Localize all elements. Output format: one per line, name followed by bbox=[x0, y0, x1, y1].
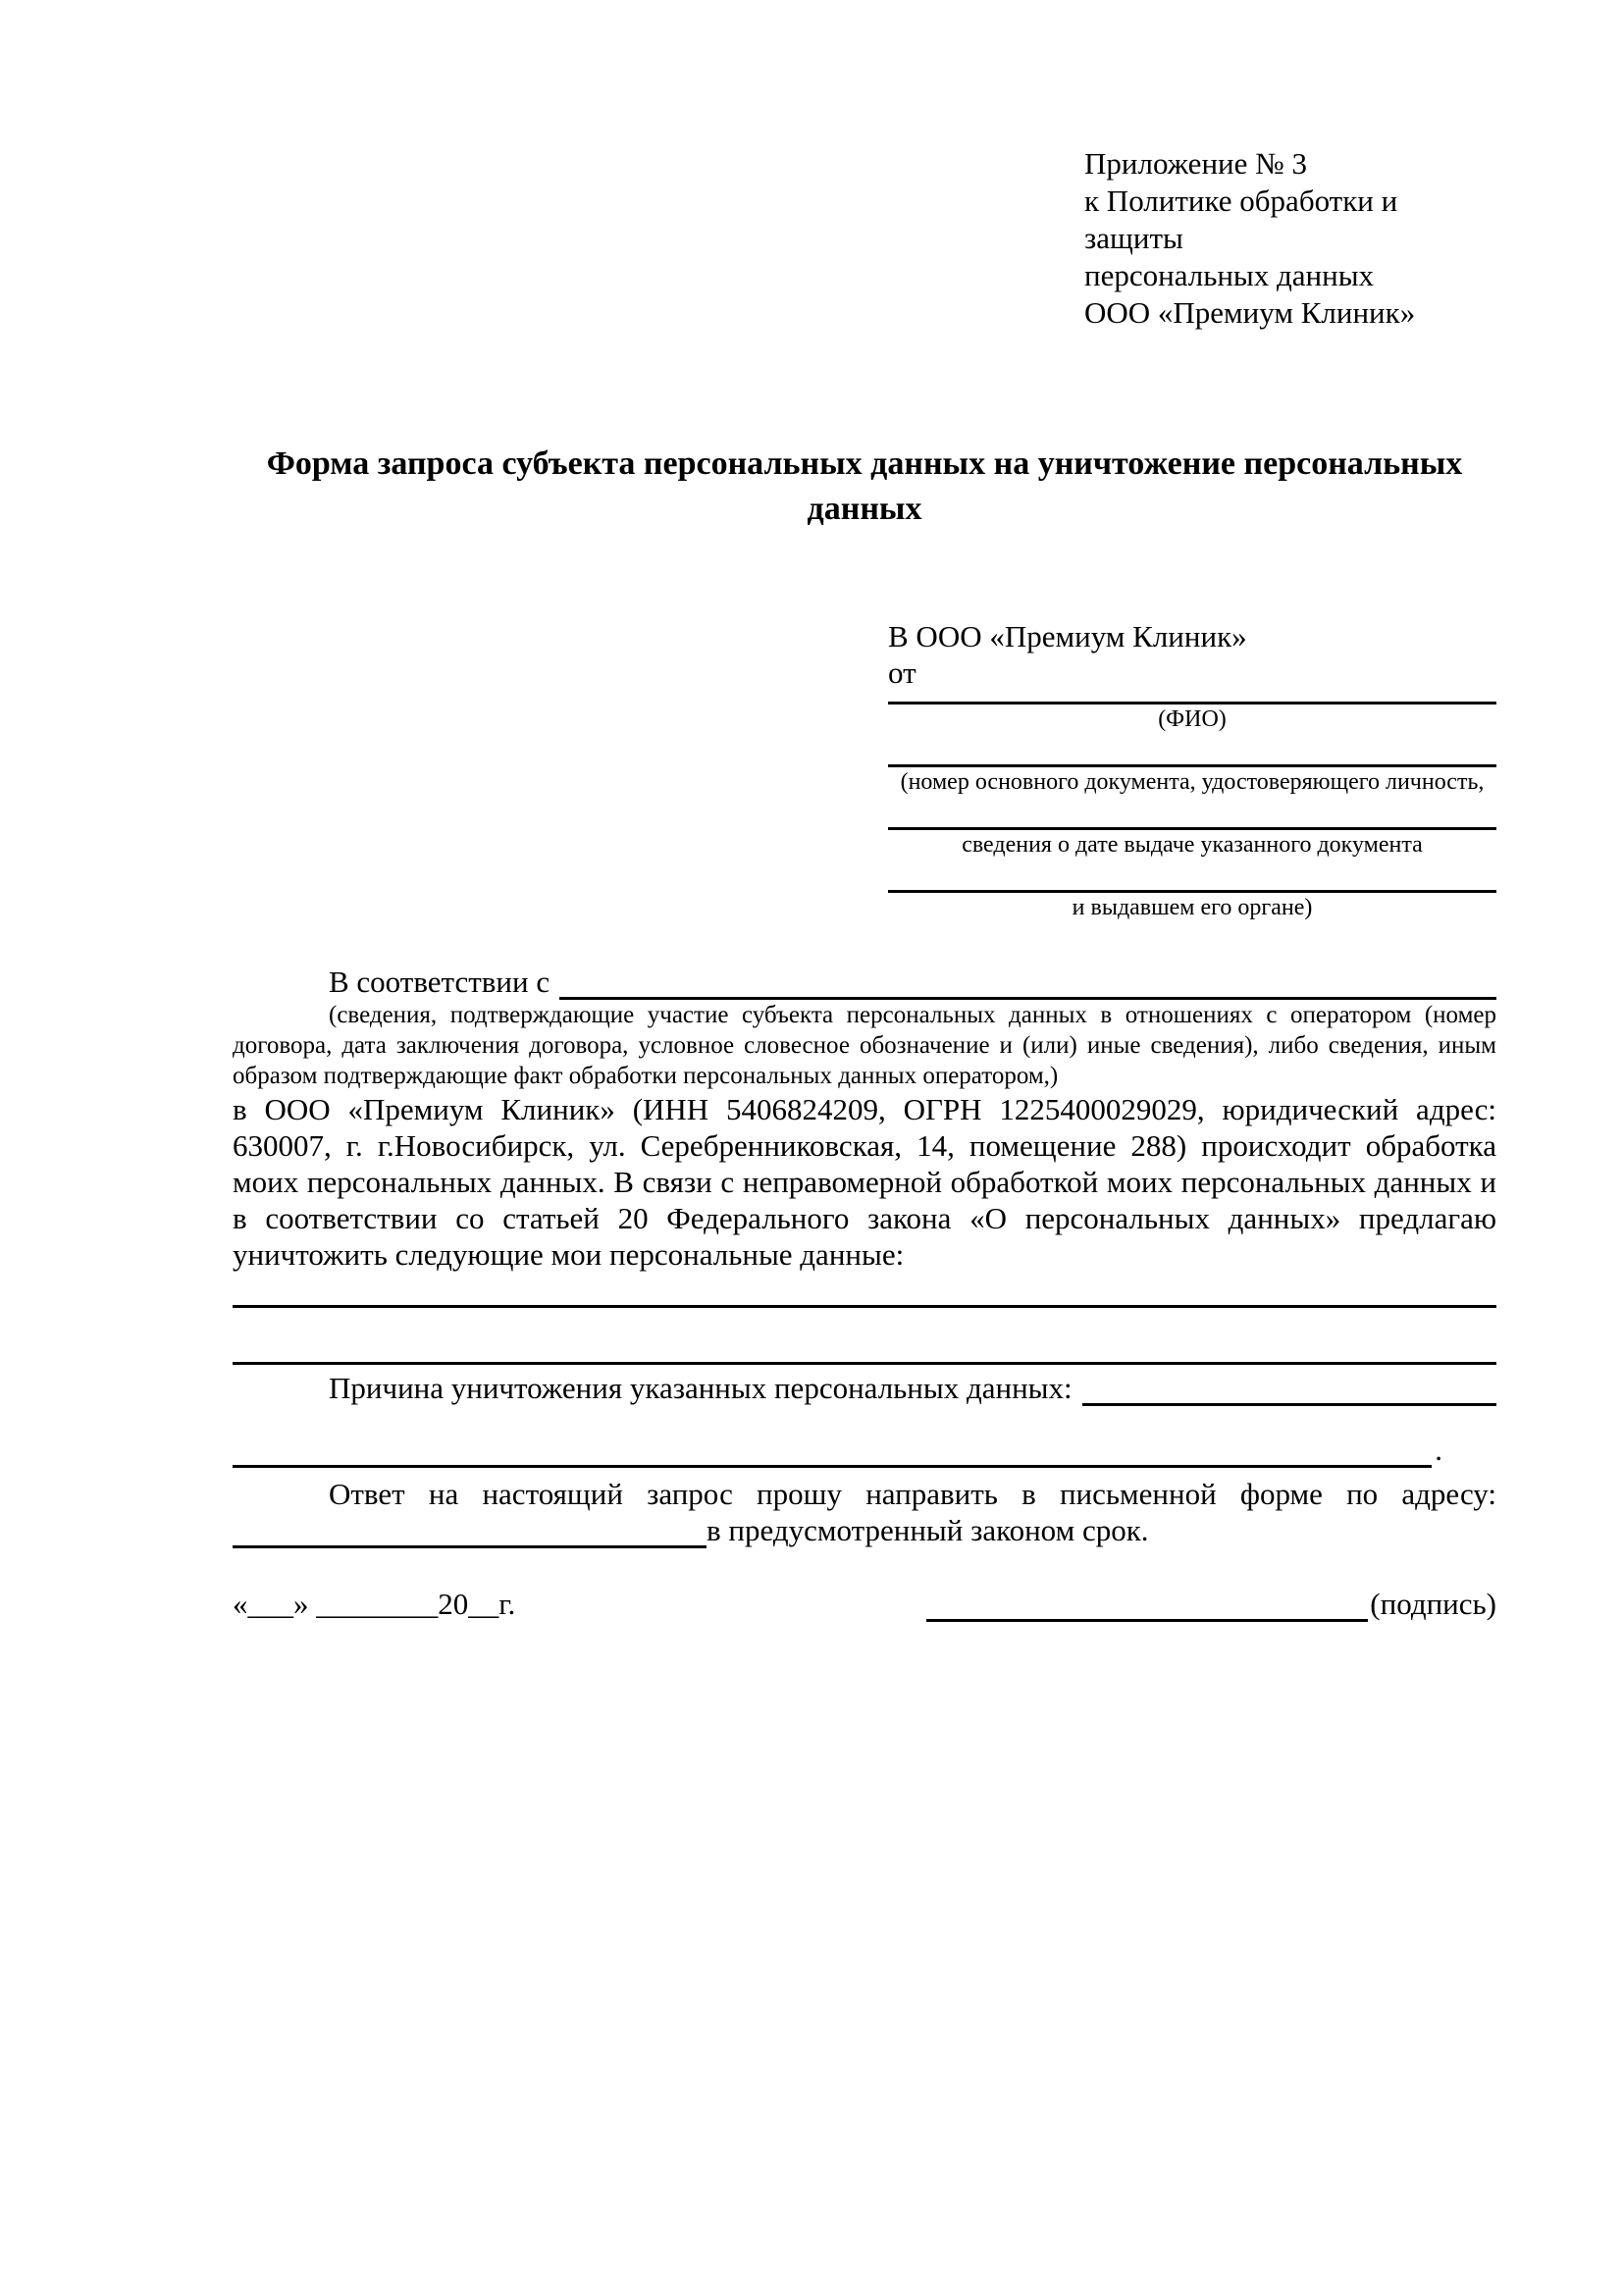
appendix-line-2: к Политике обработки и защиты bbox=[1084, 183, 1398, 255]
main-paragraph: в ООО «Премиум Клиник» (ИНН 5406824209, ОГРН 1225400029029, юридический адрес: 630007, г. г.Новосибирск, ул. Серебренниковская, 14, помещение 288) происходит обработка моих персональных данных. В связи с неправомерной обработкой моих персональных данных и в соответствии со статьей 20 Федерального закона «О персональных данных» предлагаю уничтожить следующие мои персональные данные: bbox=[233, 1092, 1496, 1272]
accordance-label: В соответствии с bbox=[329, 965, 550, 999]
personal-data-field-line-1[interactable] bbox=[233, 1305, 1496, 1308]
accordance-note: (сведения, подтверждающие участие субъекта персональных данных в отношениях с оператором (номер договора, дата заключения договора, условное словесное обозначение и (или) иные сведения), либо сведения, иным образом подтверждающие факт обработки персональных данных оператором,) bbox=[233, 1002, 1496, 1089]
fio-caption: (ФИО) bbox=[1158, 706, 1227, 732]
appendix-line-3: персональных данных bbox=[1084, 258, 1375, 292]
signature-caption: (подпись) bbox=[1370, 1587, 1496, 1621]
id-document-caption: (номер основного документа, удостоверяющего личность, bbox=[900, 769, 1485, 795]
reason-row bbox=[233, 1370, 1496, 1406]
issuing-authority-caption: и выдавшем его органе) bbox=[1072, 895, 1313, 920]
answer-suffix: в предусмотренный законом срок. bbox=[707, 1513, 1149, 1547]
signature-field-line[interactable] bbox=[926, 1608, 1368, 1622]
fio-field-line[interactable] bbox=[888, 691, 1496, 704]
reason-field-line-2[interactable] bbox=[233, 1465, 1432, 1468]
document-title: Форма запроса субъекта персональных данных на уничтожение персональных данных bbox=[266, 445, 1463, 527]
issue-date-field-line[interactable] bbox=[888, 797, 1496, 830]
issuing-authority-field-line[interactable] bbox=[888, 860, 1496, 893]
appendix-line-1: Приложение № 3 bbox=[1084, 146, 1307, 181]
appendix-line-4: ООО «Премиум Клиник» bbox=[1084, 295, 1416, 330]
sentence-period: . bbox=[1435, 1433, 1442, 1467]
personal-data-field-line-2[interactable] bbox=[233, 1362, 1496, 1365]
address-row bbox=[233, 1512, 1496, 1548]
appendix-header bbox=[1084, 0, 1496, 332]
reason-label: Причина уничтожения указанных персональных данных: bbox=[329, 1371, 1073, 1405]
address-field-line[interactable] bbox=[233, 1535, 707, 1548]
date-field[interactable]: «___» ________20__г. bbox=[233, 1587, 516, 1621]
id-document-field-line[interactable] bbox=[888, 734, 1496, 767]
reason-continuation-row bbox=[233, 1432, 1496, 1468]
signature-row bbox=[233, 1586, 1496, 1622]
addressee-block bbox=[888, 618, 1496, 922]
accordance-row bbox=[233, 964, 1496, 1000]
reason-field-line[interactable] bbox=[1082, 1403, 1496, 1406]
from-label: от bbox=[888, 655, 916, 690]
answer-sentence: Ответ на настоящий запрос прошу направить в письменной форме по адресу: bbox=[329, 1477, 1496, 1511]
issue-date-caption: сведения о дате выдаче указанного документа bbox=[962, 832, 1423, 858]
recipient-line: В ООО «Премиум Клиник» bbox=[888, 619, 1247, 653]
